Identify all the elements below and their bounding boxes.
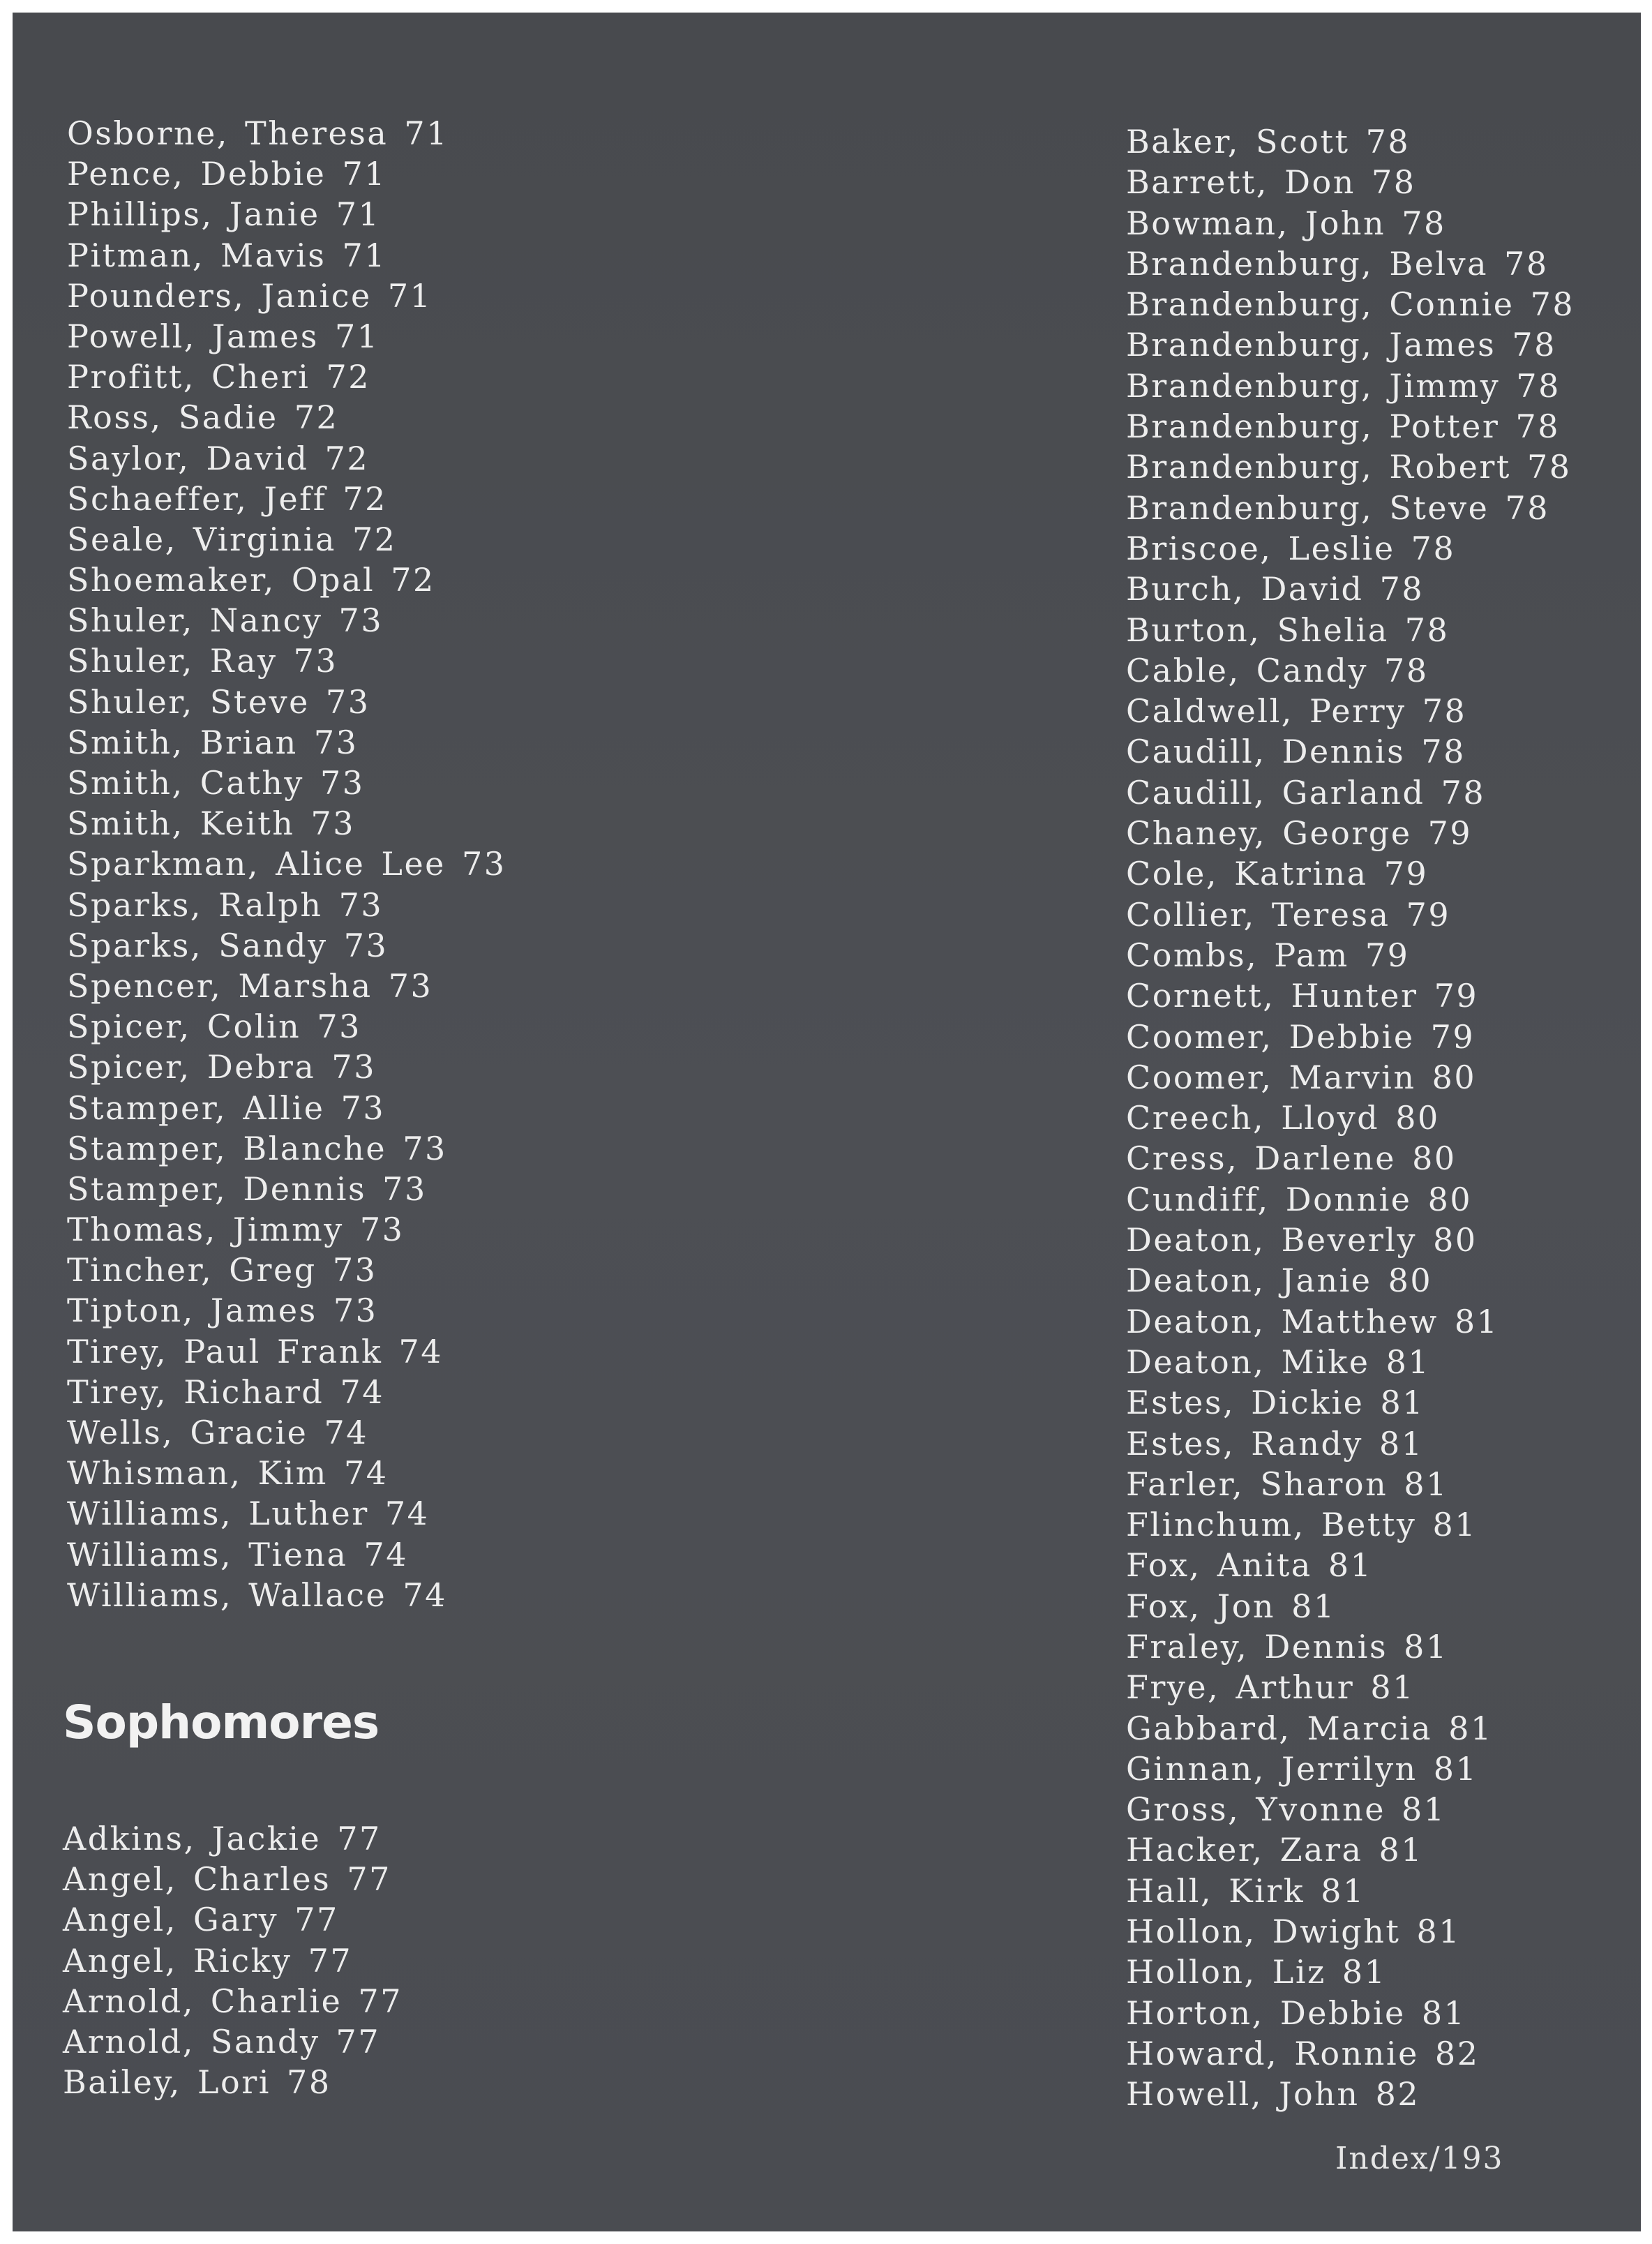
index-entry: Phillips, Janie 71 xyxy=(67,195,381,234)
index-entry: Fox, Anita 81 xyxy=(1126,1546,1373,1585)
index-entry: Spicer, Colin 73 xyxy=(67,1008,361,1046)
index-entry: Stamper, Allie 73 xyxy=(67,1089,386,1127)
index-entry: Profitt, Cheri 72 xyxy=(67,358,370,396)
index-entry: Arnold, Sandy 77 xyxy=(63,2022,381,2060)
index-entry: Frye, Arthur 81 xyxy=(1126,1668,1415,1707)
index-entry: Farler, Sharon 81 xyxy=(1126,1465,1448,1503)
index-entry: Shoemaker, Opal 72 xyxy=(67,561,435,599)
index-entry: Shuler, Nancy 73 xyxy=(67,601,384,640)
index-entry: Ross, Sadie 72 xyxy=(67,398,339,437)
index-entry: Bowman, John 78 xyxy=(1126,204,1446,242)
index-entry: Cable, Candy 78 xyxy=(1126,651,1429,689)
index-entry: Saylor, David 72 xyxy=(67,439,370,477)
index-entry: Stamper, Dennis 73 xyxy=(67,1169,427,1208)
index-entry: Burton, Shelia 78 xyxy=(1126,611,1450,649)
index-entry: Adkins, Jackie 77 xyxy=(63,1820,382,1857)
index-entry: Whisman, Kim 74 xyxy=(67,1454,389,1493)
index-entry: Seale, Virginia 72 xyxy=(67,520,397,558)
index-entry: Brandenburg, Steve 78 xyxy=(1126,488,1549,527)
index-entry: Fox, Jon 81 xyxy=(1126,1587,1336,1625)
index-entry: Estes, Randy 81 xyxy=(1126,1424,1424,1463)
index-entry: Smith, Keith 73 xyxy=(67,805,356,843)
index-entry: Coomer, Debbie 79 xyxy=(1126,1017,1475,1056)
index-entry: Caudill, Dennis 78 xyxy=(1126,733,1466,771)
index-page xyxy=(13,13,1641,2231)
index-entry: Fraley, Dennis 81 xyxy=(1126,1627,1448,1666)
index-entry: Sparks, Sandy 73 xyxy=(67,926,389,964)
index-entry: Thomas, Jimmy 73 xyxy=(67,1211,405,1249)
index-entry: Arnold, Charlie 77 xyxy=(63,1982,403,2020)
index-entry: Hacker, Zara 81 xyxy=(1126,1831,1424,1869)
index-entry: Cress, Darlene 80 xyxy=(1126,1139,1457,1178)
index-entry: Angel, Gary 77 xyxy=(63,1901,339,1939)
index-entry: Osborne, Theresa 71 xyxy=(67,114,449,152)
index-entry: Brandenburg, Jimmy 78 xyxy=(1126,366,1561,405)
index-entry: Howell, John 82 xyxy=(1126,2075,1420,2114)
index-entry: Pitman, Mavis 71 xyxy=(67,236,387,274)
index-entry: Howard, Ronnie 82 xyxy=(1126,2034,1480,2072)
index-entry: Ginnan, Jerrilyn 81 xyxy=(1126,1749,1478,1788)
index-entry: Brandenburg, Robert 78 xyxy=(1126,448,1572,486)
index-entry: Angel, Ricky 77 xyxy=(63,1941,353,1980)
index-entry: Briscoe, Leslie 78 xyxy=(1126,529,1456,567)
index-entry: Stamper, Blanche 73 xyxy=(67,1129,447,1167)
index-entry: Deaton, Beverly 80 xyxy=(1126,1221,1478,1259)
index-entry: Brandenburg, Belva 78 xyxy=(1126,244,1549,283)
index-entry: Angel, Charles 77 xyxy=(63,1860,391,1899)
index-entry: Caldwell, Perry 78 xyxy=(1126,692,1467,731)
index-entry: Shuler, Steve 73 xyxy=(67,682,370,721)
index-entry: Estes, Dickie 81 xyxy=(1126,1384,1425,1422)
index-list-right xyxy=(1126,121,1575,2115)
index-entry: Tirey, Paul Frank 74 xyxy=(67,1332,443,1370)
index-entry: Deaton, Mike 81 xyxy=(1126,1342,1431,1381)
index-entry: Williams, Luther 74 xyxy=(67,1495,430,1533)
index-entry: Combs, Pam 79 xyxy=(1126,936,1410,974)
index-entry: Schaeffer, Jeff 72 xyxy=(67,479,387,518)
index-entry: Burch, David 78 xyxy=(1126,570,1425,608)
index-entry: Gross, Yvonne 81 xyxy=(1126,1790,1446,1829)
index-entry: Pence, Debbie 71 xyxy=(67,155,387,193)
index-entry: Collier, Teresa 79 xyxy=(1126,895,1451,934)
index-entry: Spencer, Marsha 73 xyxy=(67,966,433,1005)
index-entry: Smith, Brian 73 xyxy=(67,723,359,761)
index-entry: Smith, Cathy 73 xyxy=(67,764,365,802)
index-entry: Deaton, Janie 80 xyxy=(1126,1262,1433,1300)
index-entry: Hollon, Dwight 81 xyxy=(1126,1913,1461,1951)
index-entry: Brandenburg, Connie 78 xyxy=(1126,285,1575,324)
index-entry: Williams, Tiena 74 xyxy=(67,1535,409,1573)
index-entry: Wells, Gracie 74 xyxy=(67,1414,369,1451)
index-entry: Gabbard, Marcia 81 xyxy=(1126,1709,1493,1747)
index-entry: Shuler, Ray 73 xyxy=(67,642,338,680)
index-entry: Cundiff, Donnie 80 xyxy=(1126,1180,1473,1218)
index-entry: Pounders, Janice 71 xyxy=(67,276,433,315)
index-entry: Coomer, Marvin 80 xyxy=(1126,1058,1477,1096)
index-entry: Cole, Katrina 79 xyxy=(1126,855,1429,893)
index-entry: Bailey, Lori 78 xyxy=(63,2063,331,2102)
index-entry: Caudill, Garland 78 xyxy=(1126,773,1486,811)
index-entry: Cornett, Hunter 79 xyxy=(1126,977,1479,1015)
index-list-left xyxy=(67,113,506,1615)
index-entry: Sparks, Ralph 73 xyxy=(67,885,384,924)
index-entry: Tincher, Greg 73 xyxy=(67,1251,377,1289)
index-entry: Powell, James 71 xyxy=(67,317,380,355)
index-entry: Baker, Scott 78 xyxy=(1126,123,1411,160)
index-entry: Sparkman, Alice Lee 73 xyxy=(67,845,506,883)
index-entry: Horton, Debbie 81 xyxy=(1126,1994,1466,2032)
index-entry: Williams, Wallace 74 xyxy=(67,1576,447,1614)
index-entry: Tipton, James 73 xyxy=(67,1292,378,1330)
index-entry: Tirey, Richard 74 xyxy=(67,1372,384,1411)
index-entry: Creech, Lloyd 80 xyxy=(1126,1099,1440,1137)
index-entry: Hollon, Liz 81 xyxy=(1126,1953,1387,1991)
index-entry: Brandenburg, Potter 78 xyxy=(1126,407,1561,446)
index-entry: Deaton, Matthew 81 xyxy=(1126,1302,1499,1340)
index-entry: Spicer, Debra 73 xyxy=(67,1048,376,1086)
index-entry: Hall, Kirk 81 xyxy=(1126,1871,1365,1910)
index-entry: Chaney, George 79 xyxy=(1126,814,1473,853)
index-entry: Flinchum, Betty 81 xyxy=(1126,1506,1477,1544)
index-entry: Brandenburg, James 78 xyxy=(1126,326,1556,364)
section-heading-sophomores: Sophomores xyxy=(63,1696,380,1749)
page-folio: Index/193 xyxy=(1335,2141,1504,2176)
index-list-sophomores xyxy=(63,1818,403,2102)
index-entry: Barrett, Don 78 xyxy=(1126,163,1416,202)
